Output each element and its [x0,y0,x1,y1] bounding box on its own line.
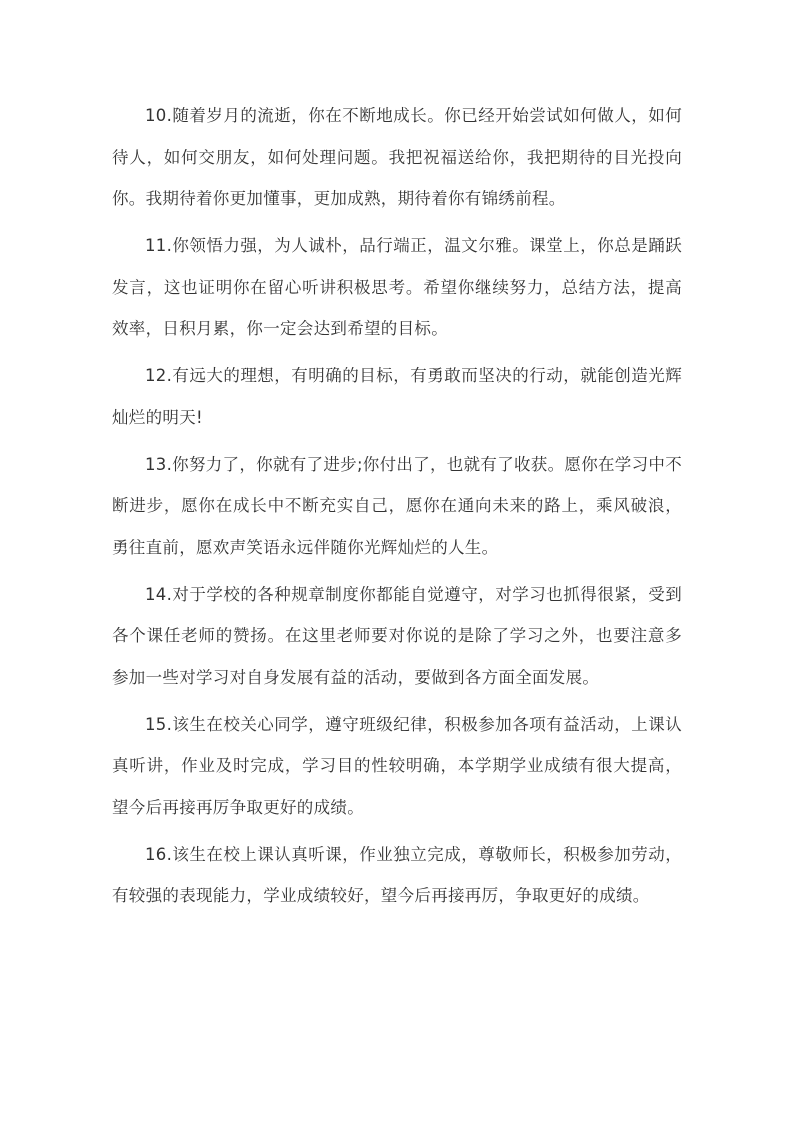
comment-paragraph-10: 10.随着岁月的流逝，你在不断地成长。你已经开始尝试如何做人，如何待人，如何交朋友，如何处理问题。我把祝福送给你，我把期待的目光投向你。我期待着你更加懂事，更加成熟，期待着你有锦绣前程。 [112,106,682,208]
document-page [112,95,682,922]
comment-paragraph-11: 11.你领悟力强，为人诚朴，品行端正，温文尔雅。课堂上，你总是踊跃发言，这也证明你在留心听讲积极思考。希望你继续努力，总结方法，提高效率，日积月累，你一定会达到希望的目标。 [112,236,682,338]
comment-paragraph-14: 14.对于学校的各种规章制度你都能自觉遵守，对学习也抓得很紧，受到各个课任老师的赞扬。在这里老师要对你说的是除了学习之外，也要注意多参加一些对学习对自身发展有益的活动，要做到各方面全面发展。 [112,584,682,687]
comment-paragraph-13: 13.你努力了，你就有了进步;你付出了，也就有了收获。愿你在学习中不断进步，愿你在成长中不断充实自己，愿你在通向未来的路上，乘风破浪，勇往直前，愿欢声笑语永远伴随你光辉灿烂的人生。 [112,454,682,557]
comment-paragraph-16: 16.该生在校上课认真听课，作业独立完成，尊敬师长，积极参加劳动，有较强的表现能力，学业成绩较好，望今后再接再厉，争取更好的成绩。 [112,844,682,905]
comment-paragraph-12: 12.有远大的理想，有明确的目标，有勇敢而坚决的行动，就能创造光辉灿烂的明天! [112,366,682,427]
comment-paragraph-15: 15.该生在校关心同学，遵守班级纪律，积极参加各项有益活动，上课认真听讲，作业及时完成，学习目的性较明确，本学期学业成绩有很大提高，望今后再接再厉争取更好的成绩。 [112,714,682,817]
